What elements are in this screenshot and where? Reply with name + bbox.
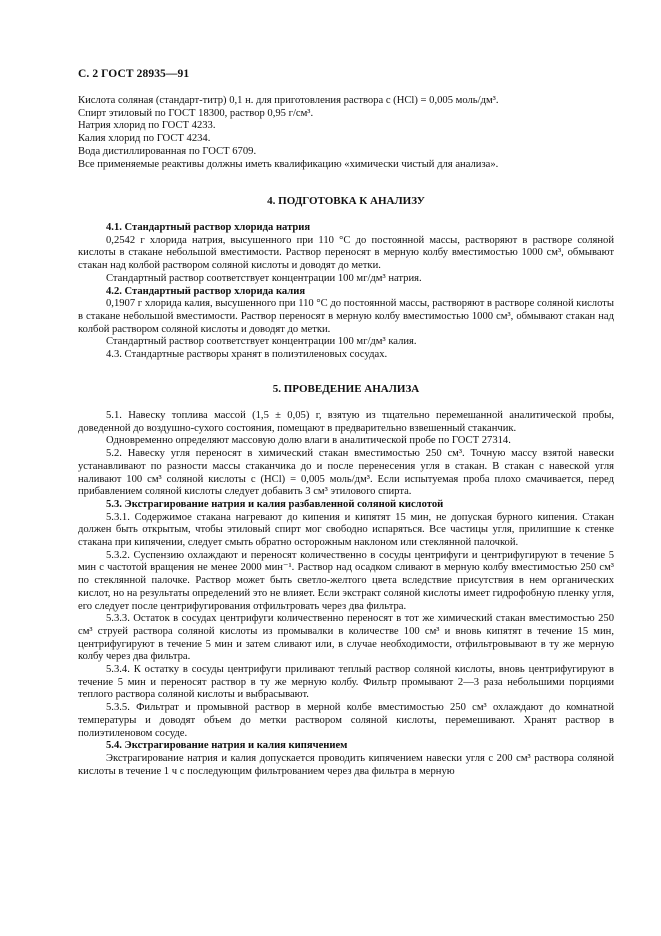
reagent-item: Кислота соляная (стандарт-титр) 0,1 н. для приготовления раствора с (HCl) = 0,005 моль/дм³. bbox=[78, 95, 499, 106]
subsection-4-1-text: 0,2542 г хлорида натрия, высушенного при 110 °С до постоянной массы, растворяют в растворе соляной кислоты в стакане небольшой вместимости. Раствор переносят в мерную колбу вместимостью 1000 см³, обмывают стакан над колбой раствором соляной кислоты и доводят до метки. bbox=[78, 234, 614, 272]
subsection-5-3-3: 5.3.3. Остаток в сосудах центрифуги количественно переносят в тот же химический стакан вместимостью 250 см³ струей раствора соляной кислоты из промывалки в количестве 100 см³ и вновь кипятят в течение 15 мин, центрифугируют в течение 5 мин и затем сливают или, в случае необходимости, отфильтровывают в ту же мерную колбу через два фильтра. bbox=[78, 613, 614, 663]
subsection-5-1: 5.1. Навеску топлива массой (1,5 ± 0,05) г, взятую из тщательно перемешанной аналитической пробы, доведенной до воздушно-сухого состояния, помещают в предварительно взвешенный стаканчик. bbox=[78, 410, 614, 434]
subsection-4-2-concentration: Стандартный раствор соответствует концентрации 100 мг/дм³ калия. bbox=[106, 336, 417, 348]
subsection-5-3-title: 5.3. Экстрагирование натрия и калия разбавленной соляной кислотой bbox=[106, 498, 444, 510]
subsection-4-2-text: 0,1907 г хлорида калия, высушенного при 110 °С до постоянной массы, растворяют в растворе соляной кислоты в стакане небольшой вместимости. Раствор переносят в мерную колбу вместимостью 1000 см³, обмывают стакан над колбой раствором соляной кислоты и доводят до метки. bbox=[78, 298, 614, 335]
subsection-5-3-4: 5.3.4. К остатку в сосуды центрифуги приливают теплый раствор соляной кислоты, вновь центрифугируют в течение 5 мин и переносят раствор в ту же мерную колбу. Фильтр промывают 2—3 раза небольшими порциями теплого раствора соляной кислоты и выбрасывают. bbox=[78, 664, 614, 701]
section-4-heading: 4. ПОДГОТОВКА К АНАЛИЗУ bbox=[267, 195, 425, 207]
subsection-5-1-moisture: Одновременно определяют массовую долю влаги в аналитической пробе по ГОСТ 27314. bbox=[106, 435, 511, 447]
reagents-list bbox=[78, 95, 614, 171]
reagent-item: Спирт этиловый по ГОСТ 18300, раствор 0,95 г/см³. bbox=[78, 107, 314, 119]
section-5-heading: 5. ПРОВЕДЕНИЕ АНАЛИЗА bbox=[272, 383, 420, 395]
subsection-4-2-title: 4.2. Стандартный раствор хлорида калия bbox=[106, 285, 306, 297]
reagent-item: Калия хлорид по ГОСТ 4234. bbox=[78, 133, 211, 145]
subsection-5-4: Экстрагирование натрия и калия допускается проводить кипячением навески угля с 200 см³ раствора соляной кислоты в течение 1 ч с последующим фильтрованием через два фильтра в мерную bbox=[78, 752, 614, 777]
subsection-5-3-2: 5.3.2. Суспензию охлаждают и переносят количественно в сосуды центрифуги и центрифугируют в течение 5 мин с частотой вращения не менее 2000 мин⁻¹. Раствор над осадком сливают в мерную колбу вместимостью 250 см³ по стеклянной палочке. Раствор может быть светло-желтого цвета вследствие присутствия в нем органических кислот, но на результаты определений это не влияет. Если экстракт соляной кислоты имеет гидрофобную пленку угля, его следует после центрифугирования отфильтровать через два фильтра. bbox=[78, 549, 614, 612]
subsection-4-1-title: 4.1. Стандартный раствор хлорида натрия bbox=[106, 222, 311, 233]
reagent-item: Все применяемые реактивы должны иметь квалификацию «химически чистый для анализа». bbox=[78, 158, 499, 170]
subsection-5-3-5: 5.3.5. Фильтрат и промывной раствор в мерной колбе вместимостью 250 см³ охлаждают до комнатной температуры и доводят объем до метки раствором соляной кислоты, перемешивают. Хранят раствор в полиэтиленовом сосуде. bbox=[78, 702, 614, 739]
subsection-5-2: 5.2. Навеску угля переносят в химический стакан вместимостью 250 см³. Точную массу взятой навески устанавливают по разности массы стаканчика до и после перенесения угля в стакан. В стакан с навеской угля наливают 100 см³ соляной кислоты с (HCl) = 0,005 моль/дм³. Если испытуемая проба плохо смачивается, перед прибавлением соляной кислоты следует добавить 3 см³ этилового спирта. bbox=[78, 448, 614, 498]
running-head: С. 2 ГОСТ 28935—91 bbox=[78, 68, 190, 80]
section-4-body bbox=[78, 222, 614, 362]
reagent-item: Натрия хлорид по ГОСТ 4233. bbox=[78, 120, 216, 132]
section-5-body bbox=[78, 410, 614, 778]
subsection-4-1-concentration: Стандартный раствор соответствует концентрации 100 мг/дм³ натрия. bbox=[106, 272, 422, 284]
subsection-4-3: 4.3. Стандартные растворы хранят в полиэтиленовых сосудах. bbox=[106, 349, 388, 361]
subsection-5-3-1: 5.3.1. Содержимое стакана нагревают до кипения и кипятят 15 мин, не допуская бурного кипения. Стакан должен быть открытым, чтобы этиловый спирт мог свободно испаряться. Все частицы угля, прилипшие к стенке стакана при кипячении, следует смыть обратно осторожным наклоном или стеклянной палочкой. bbox=[78, 511, 614, 549]
reagent-item: Вода дистиллированная по ГОСТ 6709. bbox=[78, 145, 257, 157]
subsection-5-4-title: 5.4. Экстрагирование натрия и калия кипячением bbox=[106, 740, 348, 752]
